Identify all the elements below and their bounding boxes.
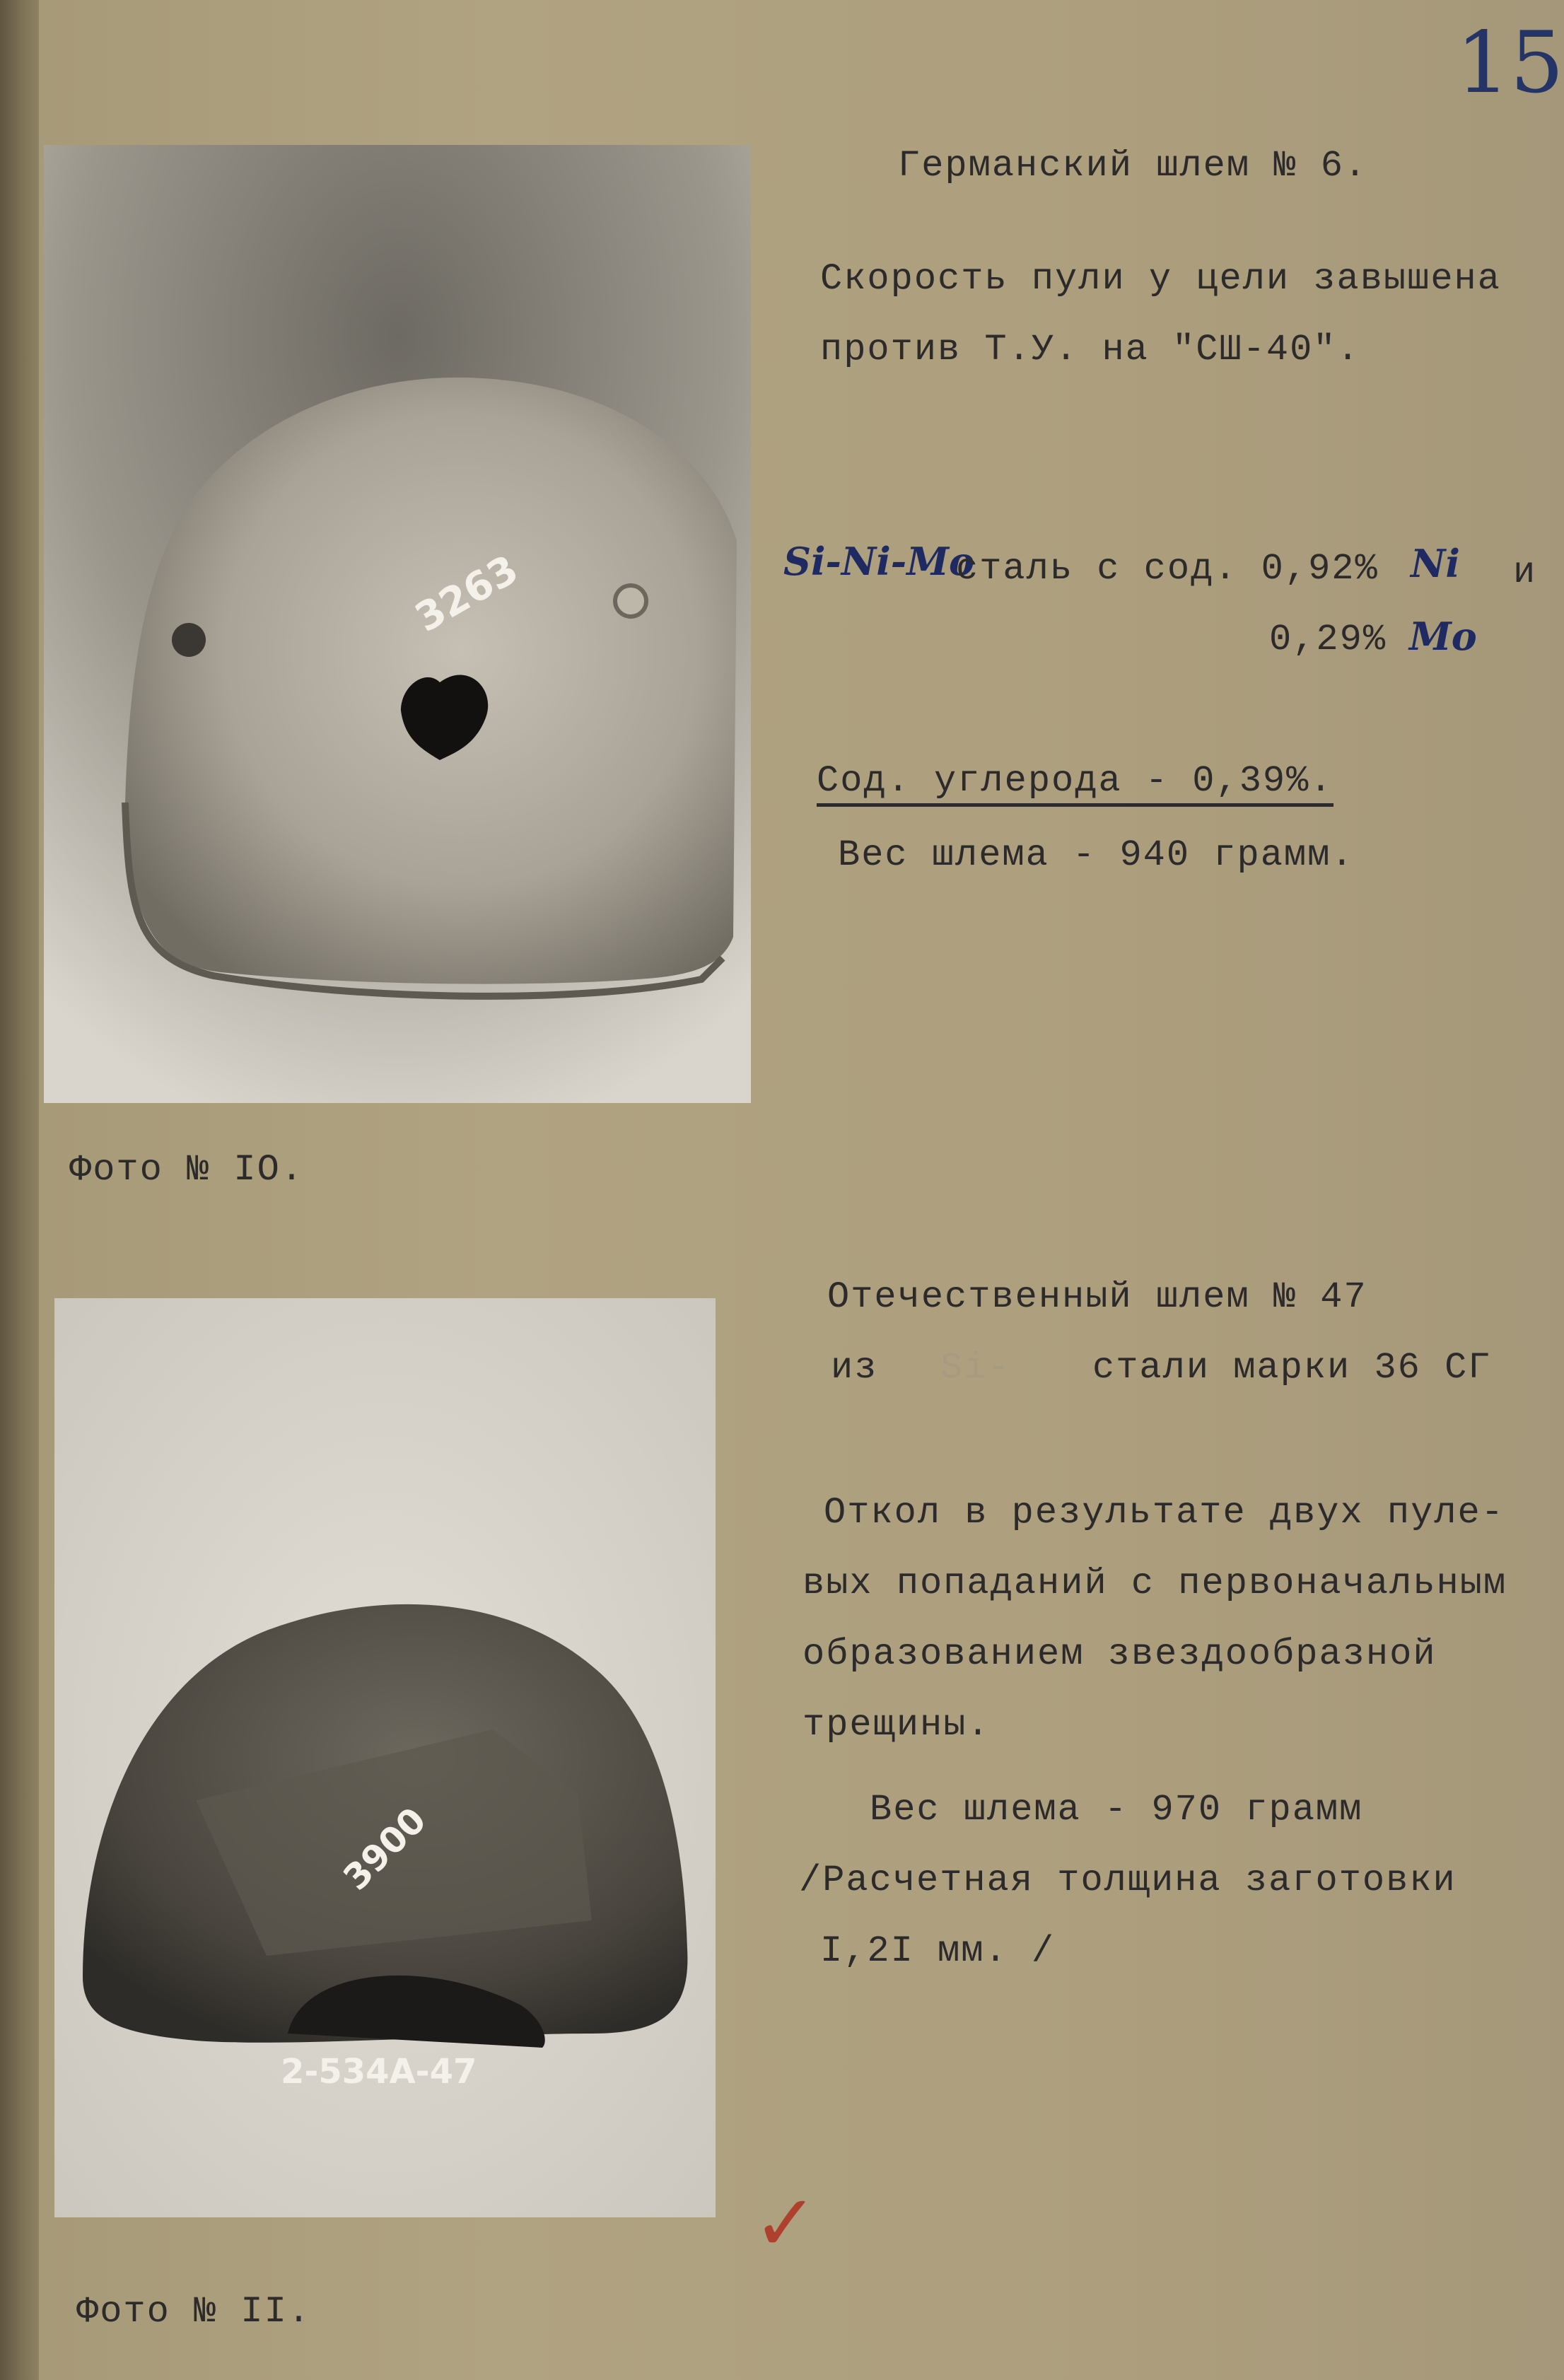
material-prefix: из xyxy=(831,1347,878,1389)
bullet-speed-line-2: против Т.У. на "СШ-40". xyxy=(820,329,1360,371)
thickness-line-2: I,2I мм. / xyxy=(820,1930,1056,1972)
helmet-id-label-3900: 3900 xyxy=(335,1799,434,1898)
binding-strip xyxy=(0,0,39,2380)
carbon-content: Сод. углерода - 0,39%. xyxy=(817,760,1334,807)
photo-german-helmet xyxy=(44,145,751,1103)
photo-caption-10: Фото № IO. xyxy=(69,1149,305,1191)
molybdenum-percent: 0,29% xyxy=(1269,619,1387,660)
steel-grade-handwritten: Si-Ni-Mo xyxy=(783,539,974,584)
bullet-speed-line-1: Скорость пули у цели завышена xyxy=(820,258,1501,300)
damage-line-1: Откол в результате двух пуле- xyxy=(824,1492,1505,1534)
photo-domestic-helmet xyxy=(54,1298,716,2217)
molybdenum-handwritten: Mo xyxy=(1409,614,1477,659)
helmet-serial-label: 2-534А-47 xyxy=(281,2052,477,2092)
weight-domestic-helmet: Вес шлема - 970 грамм xyxy=(870,1789,1363,1831)
nickel-handwritten: Ni xyxy=(1411,541,1460,586)
material-faded-grade: Si- xyxy=(940,1347,1011,1389)
title-german-helmet: Германский шлем № 6. xyxy=(898,145,1368,187)
damage-line-3: образованием звездообразной xyxy=(803,1633,1437,1675)
damage-line-2: вых попаданий с первоначальным xyxy=(803,1563,1507,1604)
german-helmet-image xyxy=(44,145,751,1103)
weight-german-helmet: Вес шлема - 940 грамм. xyxy=(838,834,1355,876)
page-number: 15 xyxy=(1456,14,1564,112)
material-steel-grade: стали марки 36 СГ xyxy=(1092,1347,1492,1389)
red-check-mark: ✓ xyxy=(753,2178,819,2268)
title-domestic-helmet: Отечественный шлем № 47 xyxy=(827,1276,1367,1318)
damage-line-4: трещины. xyxy=(803,1704,991,1746)
and-word: и xyxy=(1513,552,1537,593)
helmet-id-label-3263: 3263 xyxy=(407,546,526,642)
thickness-line-1: /Расчетная толщина заготовки xyxy=(799,1860,1457,1901)
photo-caption-11: Фото № II. xyxy=(76,2291,312,2333)
domestic-helmet-image xyxy=(54,1298,716,2217)
steel-content-line: сталь с сод. 0,92% xyxy=(956,548,1379,590)
